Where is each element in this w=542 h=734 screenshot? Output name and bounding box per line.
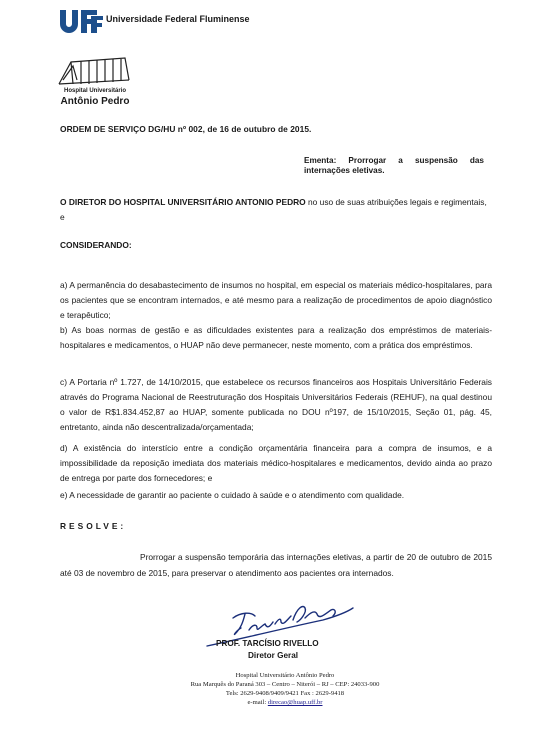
intro-rest: no uso de suas atribuições legais e regimentais, e <box>60 197 487 222</box>
footer-line-2: Rua Marquês do Paraná 303 – Centro – Niterói – RJ – CEP: 24033-900 <box>190 681 380 688</box>
ementa: Ementa: Prorrogar a suspensão das internações eletivas. <box>304 156 484 175</box>
resolve-heading: RESOLVE: <box>60 521 127 531</box>
footer-email-label: e-mail: <box>247 699 268 706</box>
signer-role: Diretor Geral <box>248 651 299 660</box>
hospital-label-big: Antônio Pedro <box>60 96 130 107</box>
item-b: b) As boas normas de gestão e as dificuldades existentes para a realização dos empréstimos de materiais-hospitalares e medicamentos, o HUAP não deve permanecer, neste momento, com a prática dos empréstimos. <box>60 325 492 350</box>
footer-line-1: Hospital Universitário Antônio Pedro <box>235 672 335 679</box>
considerando-heading: CONSIDERANDO: <box>60 240 132 250</box>
item-a: a) A permanência do desabastecimento de insumos no hospital, em especial os materiais médico-hospitalares, para os pacientes que se encontram internados, e até mesmo para a realização de procedimentos de apoio diagnóstico e terapêutico; <box>60 280 492 320</box>
uff-logo <box>58 6 104 36</box>
hospital-label-small: Hospital Universitário <box>63 88 126 94</box>
intro-bold: O DIRETOR DO HOSPITAL UNIVERSITÁRIO ANTONIO PEDRO <box>60 197 306 207</box>
university-name: Universidade Federal Fluminense <box>106 14 250 24</box>
footer-email-line <box>150 698 420 707</box>
footer-line-3: Tels: 2629-9408/9409/9421 Fax : 2629-9418 <box>225 690 345 697</box>
item-c: c) A Portaria nº 1.727, de 14/10/2015, que estabelece os recursos financeiros aos Hospitais Universitário Federais através do Programa Nacional de Reestruturação dos Hospitais Universitários Federais (REHUF), na qual destinou o valor de R$1.834.452,87 ao HUAP, somente publicada no DOU nº197, de 15/10/2015, Seção 01, pág. 45, entretanto, ainda não descentralizada/orçamentada; <box>60 377 492 432</box>
footer-email-link[interactable]: direcao@huap.uff.br <box>267 699 323 706</box>
item-d: d) A existência do interstício entre a condição orçamentária financeira para a compra de insumos, e a impossibilidade da reposição imediata dos materiais médico-hospitalares e medicamentos, devido ainda ao prazo de entrega por parte dos fornecedores; e <box>60 443 492 483</box>
resolve-paragraph <box>60 549 492 581</box>
intro-paragraph <box>60 195 492 225</box>
item-e: e) A necessidade de garantir ao paciente o cuidado à saúde e o atendimento com qualidade. <box>60 490 405 500</box>
resolve-text: Prorrogar a suspensão temporária das internações eletivas, a partir de 20 de outubro de 2015 até 03 de novembro de 2015, para preservar o atendimento aos pacientes ora internados. <box>60 552 492 578</box>
signer-name: PROF. TARCÍSIO RIVELLO <box>216 639 319 648</box>
document-title: ORDEM DE SERVIÇO DG/HU nº 002, de 16 de outubro de 2015. <box>60 124 312 134</box>
